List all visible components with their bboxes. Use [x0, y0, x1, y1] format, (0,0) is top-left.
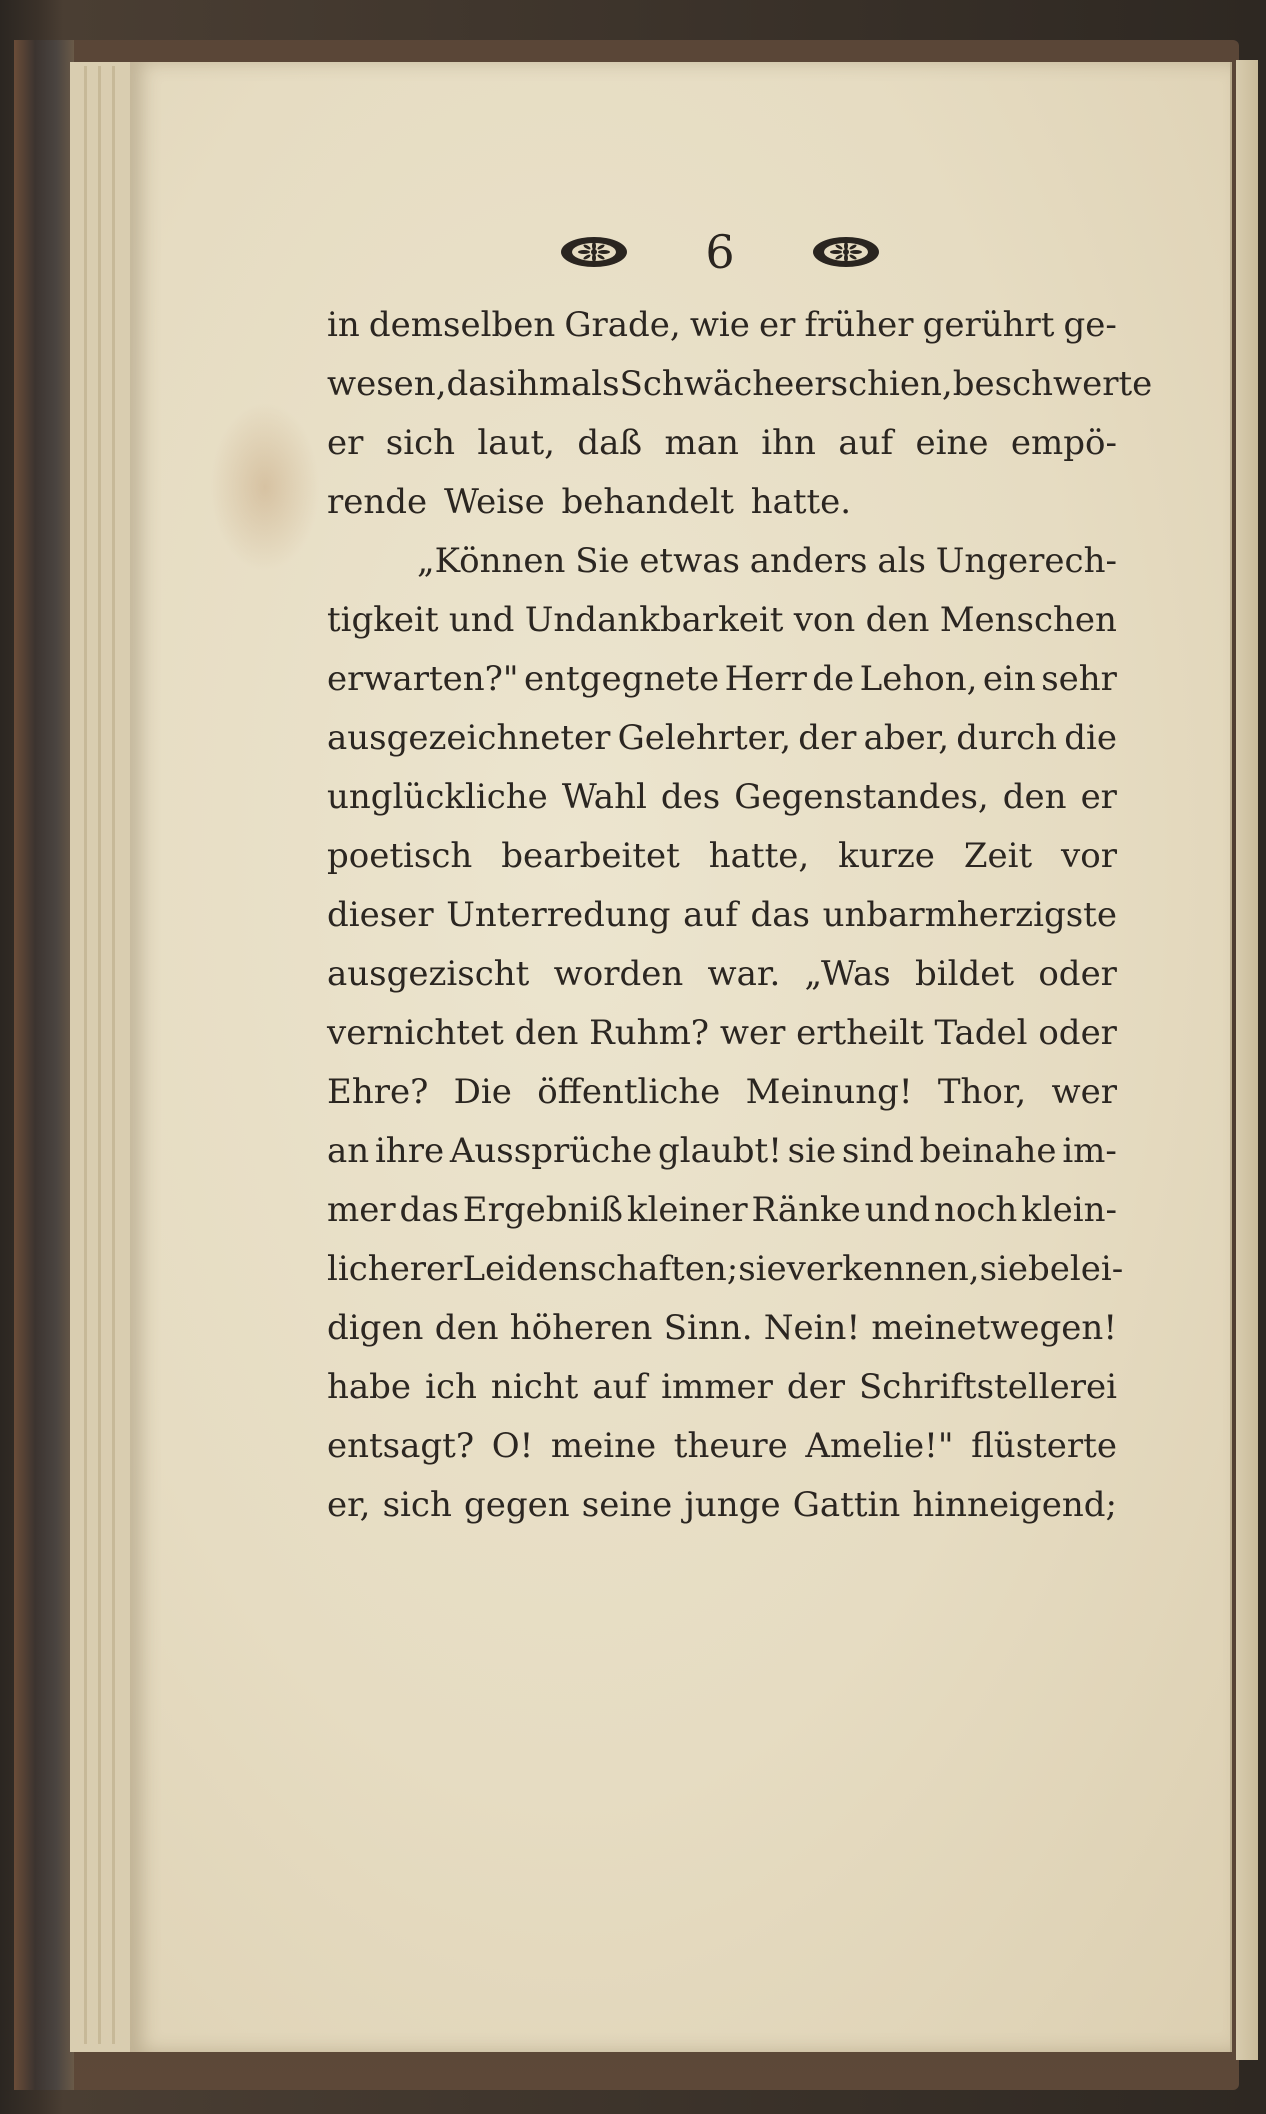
rosette-ornament-icon — [812, 235, 880, 269]
text-line: mer das Ergebniß kleiner Ränke und noch klein- — [327, 1190, 1117, 1230]
page-edge — [112, 66, 115, 2044]
page-edge — [98, 66, 101, 2044]
text-line: tigkeit und Undankbarkeit von den Menschen — [327, 600, 1117, 640]
text-line: unglückliche Wahl des Gegenstandes, den er — [327, 777, 1117, 817]
text-line: rende Weise behandelt hatte. — [327, 482, 852, 522]
text-line: ausgezeichneter Gelehrter, der aber, durch die — [327, 718, 1117, 758]
text-line: habe ich nicht auf immer der Schriftstellerei — [327, 1367, 1117, 1407]
page-fore-edge — [1236, 60, 1258, 2060]
page-stain — [210, 402, 320, 572]
text-line: poetisch bearbeitet hatte, kurze Zeit vor — [327, 836, 1117, 876]
text-line: er, sich gegen seine junge Gattin hinneigend; — [327, 1485, 1117, 1525]
text-line: erwarten?" entgegnete Herr de Lehon, ein sehr — [327, 659, 1117, 699]
page-number: 6 — [705, 225, 735, 279]
text-line: entsagt? O! meine theure Amelie!" flüsterte — [327, 1426, 1117, 1466]
text-line: digen den höheren Sinn. Nein! meinetwegen! — [327, 1308, 1117, 1348]
rosette-ornament-icon — [560, 235, 628, 269]
text-line: in demselben Grade, wie er früher gerührt ge- — [327, 305, 1117, 345]
page-header — [560, 222, 880, 282]
text-line: er sich laut, daß man ihn auf eine empö- — [327, 423, 1117, 463]
book-spine — [14, 40, 74, 2090]
body-text — [327, 296, 1153, 1535]
text-line: licherer Leidenschaften; sie verkennen, sie belei- — [327, 1249, 1124, 1289]
text-line: dieser Unterredung auf das unbarmherzigste — [327, 895, 1117, 935]
text-line: an ihre Aussprüche glaubt! sie sind beinahe im- — [327, 1131, 1117, 1171]
page-edge — [84, 66, 87, 2044]
text-line: „Können Sie etwas anders als Ungerech- — [417, 541, 1117, 581]
text-line: Ehre? Die öffentliche Meinung! Thor, wer — [327, 1072, 1117, 1112]
text-line: vernichtet den Ruhm? wer ertheilt Tadel oder — [327, 1013, 1117, 1053]
text-line: ausgezischt worden war. „Was bildet oder — [327, 954, 1117, 994]
text-line: wesen, das ihm als Schwäche erschien, beschwerte — [327, 364, 1153, 404]
